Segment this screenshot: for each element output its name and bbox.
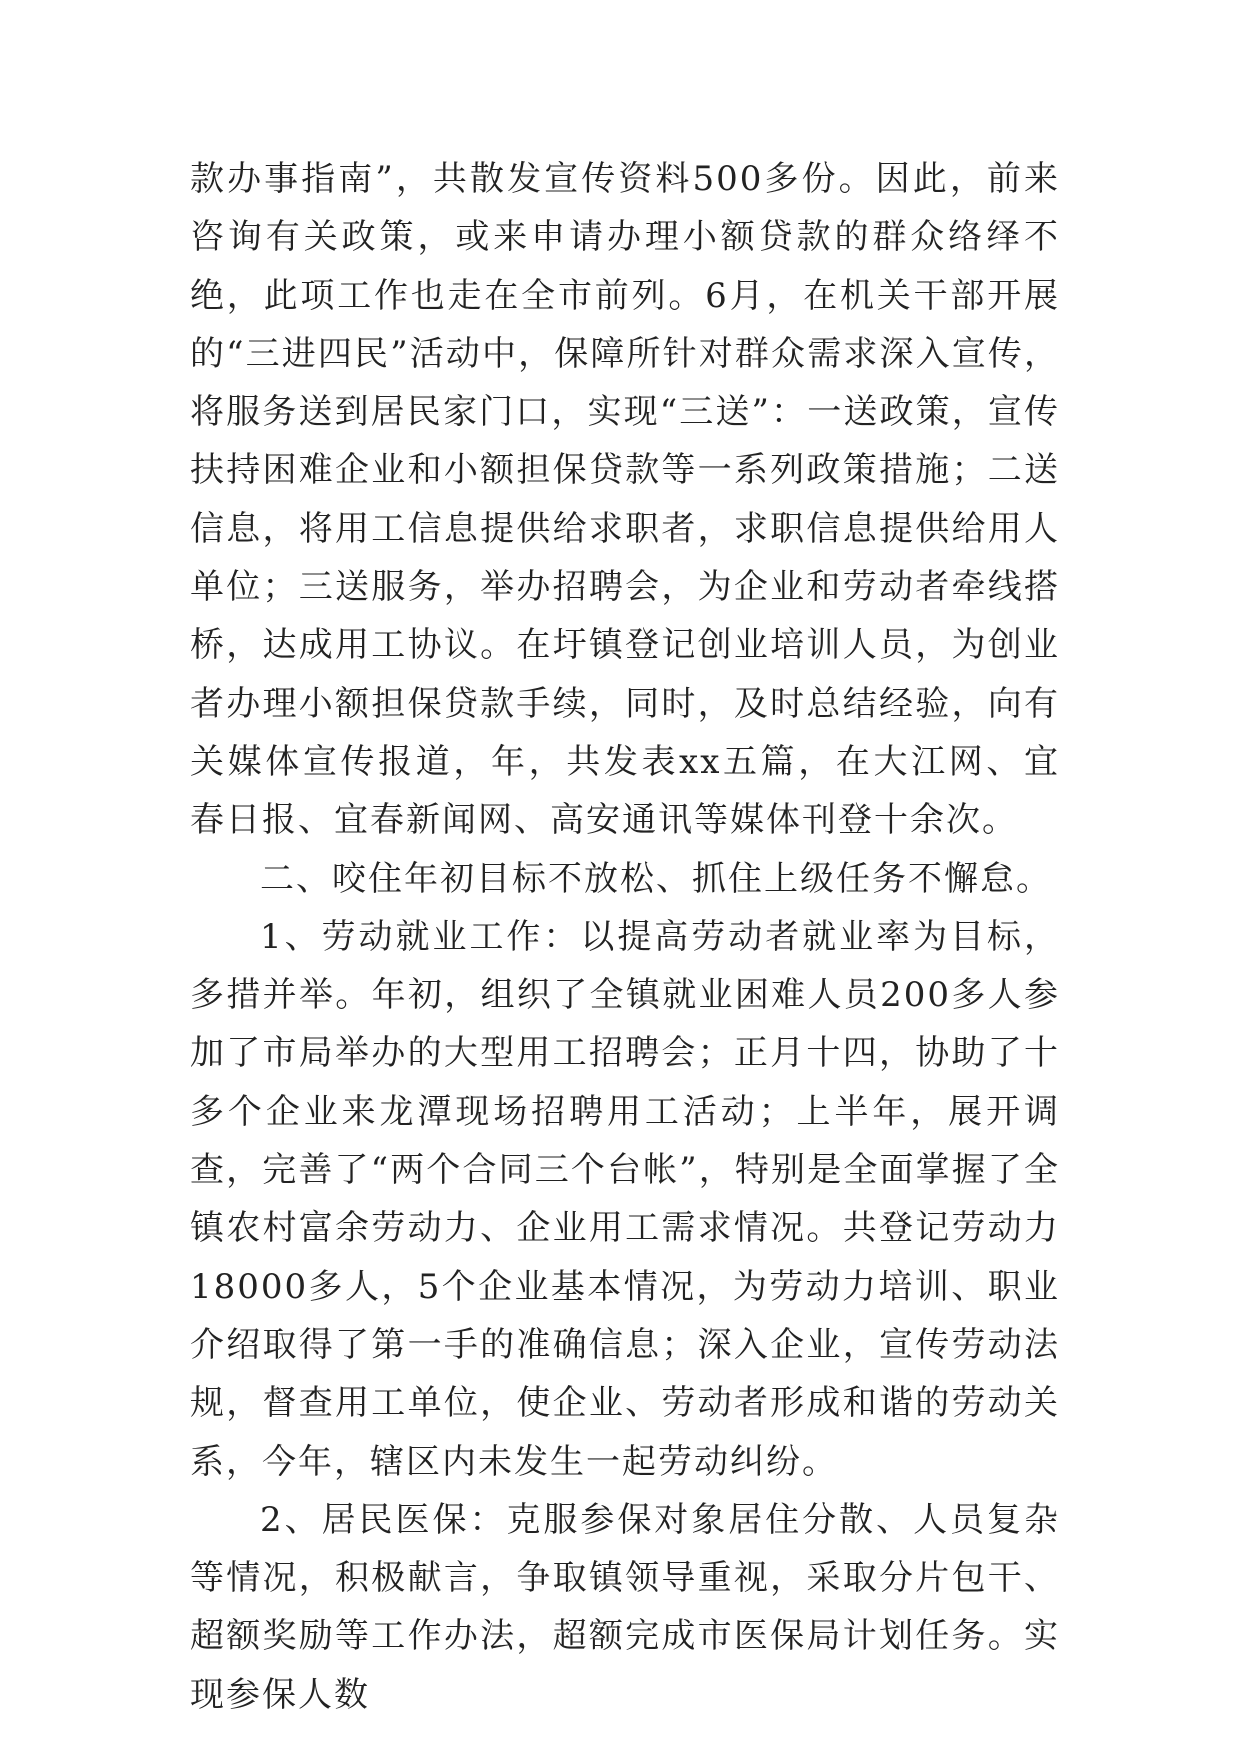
paragraph-resident-medical-insurance: 2、居民医保：克服参保对象居住分散、人员复杂等情况，积极献言，争取镇领导重视，采取分片包干、超额奖励等工作办法，超额完成市医保局计划任务。实现参保人数: [190, 1499, 1060, 1715]
section-heading-two: 二、咬住年初目标不放松、抓住上级任务不懈怠。: [260, 858, 1052, 899]
document-body: [190, 150, 1060, 1724]
paragraph-publicity-summary: 款办事指南”，共散发宣传资料500多份。因此，前来咨询有关政策，或来申请办理小额贷款的群众络绎不绝，此项工作也走在全市前列。6月，在机关干部开展的“三进四民”活动中，保障所针对群众需求深入宣传，将服务送到居民家门口，实现“三送”：一送政策，宣传扶持困难企业和小额担保贷款等一系列政策措施；二送信息，将用工信息提供给求职者，求职信息提供给用人单位；三送服务，举办招聘会，为企业和劳动者牵线搭桥，达成用工协议。在圩镇登记创业培训人员，为创业者办理小额担保贷款手续，同时，及时总结经验，向有关媒体宣传报道，年，共发表xx五篇，在大江网、宜春日报、宜春新闻网、高安通讯等媒体刊登十余次。: [190, 159, 1060, 841]
paragraph-labor-employment: 1、劳动就业工作：以提高劳动者就业率为目标，多措并举。年初，组织了全镇就业困难人员200多人参加了市局举办的大型用工招聘会；正月十四，协助了十多个企业来龙潭现场招聘用工活动；上半年，展开调查，完善了“两个合同三个台帐”，特别是全面掌握了全镇农村富余劳动力、企业用工需求情况。共登记劳动力18000多人，5个企业基本情况，为劳动力培训、职业介绍取得了第一手的准确信息；深入企业，宣传劳动法规，督查用工单位，使企业、劳动者形成和谐的劳动关系，今年，辖区内未发生一起劳动纠纷。: [190, 916, 1060, 1482]
